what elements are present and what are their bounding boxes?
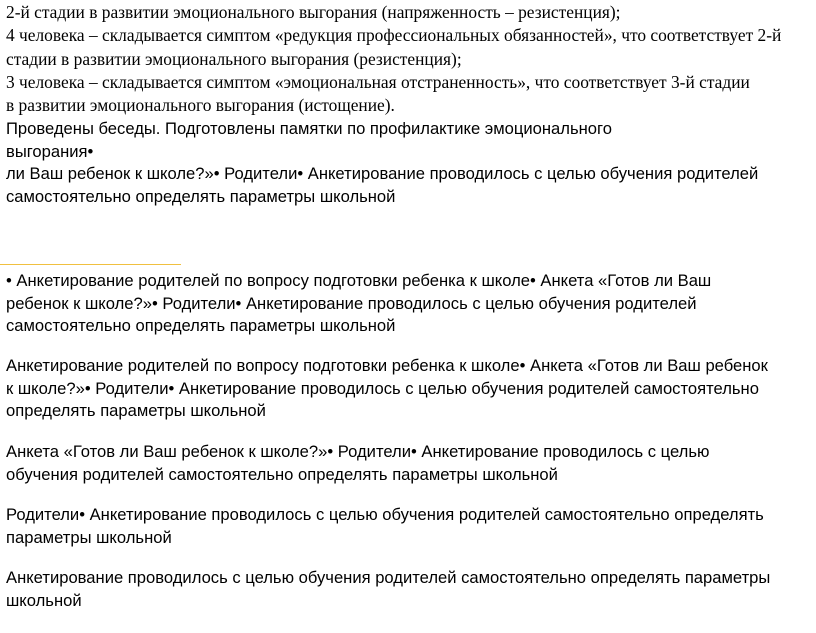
survey-line: Анкета «Готов ли Ваш ребенок к школе?»• Родители• Анкетирование проводилось с целью: [6, 442, 710, 461]
intro-line: стадии в развитии эмоционального выгорания (резистенция);: [6, 48, 462, 69]
intro-line: 3 человека – складывается симптом «эмоциональная отстраненность», что соответствует 3-й стадии: [6, 71, 750, 92]
survey-paragraph-1: [0, 270, 816, 338]
survey-line: самостоятельно определять параметры школьной: [6, 316, 396, 336]
survey-line: к школе?»• Родители• Анкетирование проводилось с целью обучения родителей самостоятельно: [6, 378, 759, 398]
survey-paragraph-5: [0, 567, 816, 612]
summary-line: самостоятельно определять параметры школьной: [6, 186, 396, 206]
survey-line: • Анкетирование родителей по вопросу подготовки ребенка к школе• Анкета «Готов ли Ваш: [6, 271, 712, 290]
survey-paragraph-2: [0, 355, 816, 423]
summary-line: ли Ваш ребенок к школе?»• Родители• Анкетирование проводилось с целью обучения родителей: [6, 164, 759, 184]
summary-line: Проведены беседы. Подготовлены памятки по профилактике эмоционального: [6, 119, 612, 138]
survey-paragraph-4: [0, 504, 816, 549]
divider-line: [0, 264, 181, 265]
intro-line: в развитии эмоционального выгорания (истощение).: [6, 95, 395, 116]
survey-line: обучения родителей самостоятельно определять параметры школьной: [6, 464, 558, 484]
survey-line: школьной: [6, 590, 82, 610]
intro-line: 2-й стадии в развитии эмоционального выгорания (напряженность – резистенция);: [6, 2, 621, 22]
survey-line: ребенок к школе?»• Родители• Анкетирование проводилось с целью обучения родителей: [6, 293, 697, 313]
survey-line: Анкетирование проводилось с целью обучения родителей самостоятельно определять параметры: [6, 568, 771, 587]
summary-line: выгорания•: [6, 141, 94, 161]
survey-line: Родители• Анкетирование проводилось с целью обучения родителей самостоятельно определять: [6, 505, 764, 524]
summary-paragraph: [0, 118, 816, 208]
survey-paragraph-3: [0, 441, 816, 486]
survey-line: определять параметры школьной: [6, 401, 266, 421]
intro-paragraph: [0, 1, 816, 117]
intro-line: 4 человека – складывается симптом «редукция профессиональных обязанностей», что соответствует 2-й: [6, 25, 782, 46]
survey-line: Анкетирование родителей по вопросу подготовки ребенка к школе• Анкета «Готов ли Ваш ребенок: [6, 356, 768, 375]
survey-line: параметры школьной: [6, 527, 172, 547]
